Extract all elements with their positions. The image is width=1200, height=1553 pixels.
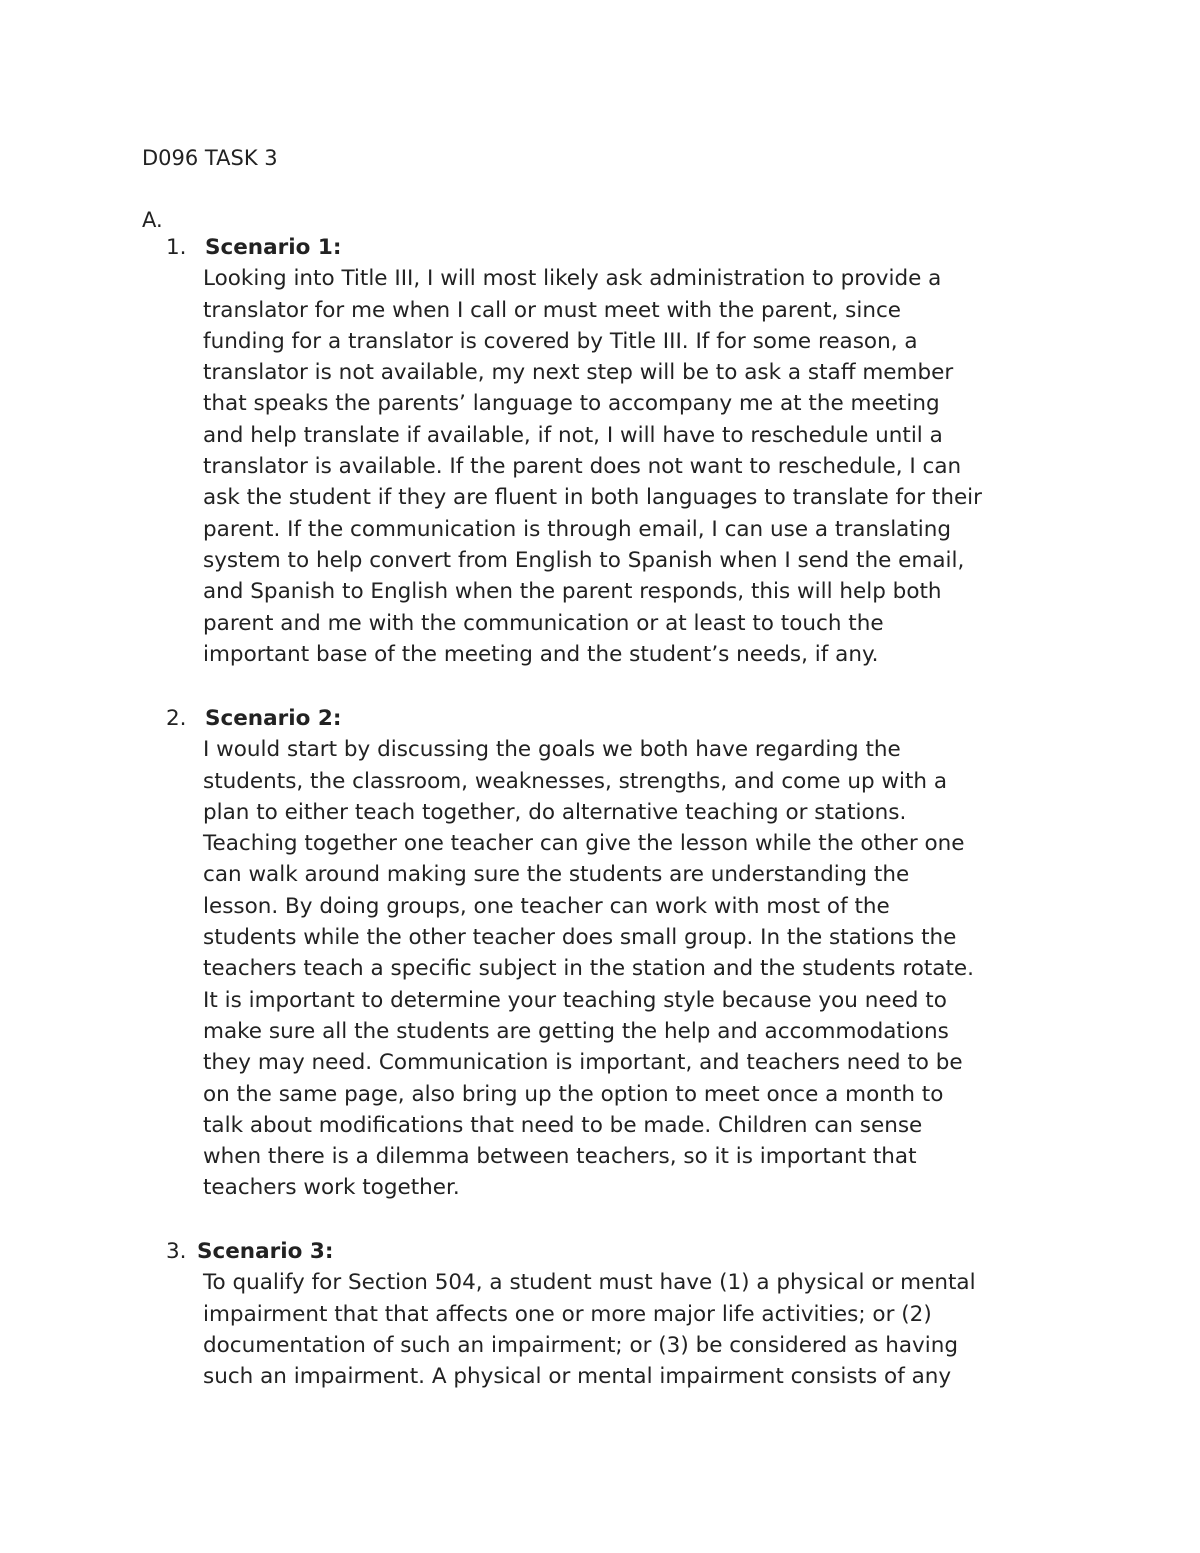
list-number: 1. [166,235,187,260]
body-line: they may need. Communication is important, and teachers need to be [203,1050,963,1076]
body-line: and help translate if available, if not, I will have to reschedule until a [203,422,943,448]
body-line: that speaks the parents’ language to accompany me at the meeting [203,391,940,417]
body-line: teachers work together. [203,1175,460,1201]
section-label: A. [142,208,163,232]
scenario-body [203,1267,976,1392]
body-line: system to help convert from English to Spanish when I send the email, [203,547,965,573]
body-line: translator is not available, my next step will be to ask a staff member [203,360,954,386]
body-line: can walk around making sure the students are understanding the [203,862,910,888]
body-line: parent and me with the communication or at least to touch the [203,610,884,636]
body-line: I would start by discussing the goals we both have regarding the [203,737,901,763]
scenario-body [203,263,982,670]
body-line: To qualify for Section 504, a student must have (1) a physical or mental [203,1270,976,1296]
scenario-heading: Scenario 3: [197,1239,334,1264]
body-line: ask the student if they are fluent in both languages to translate for their [203,485,982,511]
body-line: plan to either teach together, do alternative teaching or stations. [203,799,907,825]
scenario-heading: Scenario 1: [205,235,342,260]
body-line: students while the other teacher does small group. In the stations the [203,925,957,951]
body-line: Teaching together one teacher can give the lesson while the other one [203,831,965,857]
list-number: 2. [166,706,187,731]
scenario-body [203,734,974,1203]
body-line: Looking into Title III, I will most likely ask administration to provide a [203,266,942,292]
body-line: translator is available. If the parent does not want to reschedule, I can [203,454,962,480]
body-line: when there is a dilemma between teachers, so it is important that [203,1144,917,1170]
body-line: make sure all the students are getting the help and accommodations [203,1018,949,1044]
body-line: impairment that that affects one or more major life activities; or (2) [203,1301,932,1327]
body-line: documentation of such an impairment; or (3) be considered as having [203,1332,958,1358]
body-line: parent. If the communication is through email, I can use a translating [203,516,952,542]
body-line: talk about modifications that need to be made. Children can sense [203,1112,923,1138]
body-line: teachers teach a specific subject in the station and the students rotate. [203,956,974,982]
list-number: 3. [166,1239,187,1264]
body-line: important base of the meeting and the student’s needs, if any. [203,641,879,667]
body-line: and Spanish to English when the parent responds, this will help both [203,579,942,605]
body-line: translator for me when I call or must meet with the parent, since [203,297,902,323]
body-line: It is important to determine your teaching style because you need to [203,987,947,1013]
body-line: lesson. By doing groups, one teacher can work with most of the [203,893,890,919]
body-line: students, the classroom, weaknesses, strengths, and come up with a [203,768,948,794]
body-line: funding for a translator is covered by Title III. If for some reason, a [203,328,918,354]
document-title: D096 TASK 3 [142,146,278,170]
body-line: on the same page, also bring up the option to meet once a month to [203,1081,944,1107]
scenario-heading: Scenario 2: [205,706,342,731]
body-line: such an impairment. A physical or mental impairment consists of any [203,1364,952,1390]
